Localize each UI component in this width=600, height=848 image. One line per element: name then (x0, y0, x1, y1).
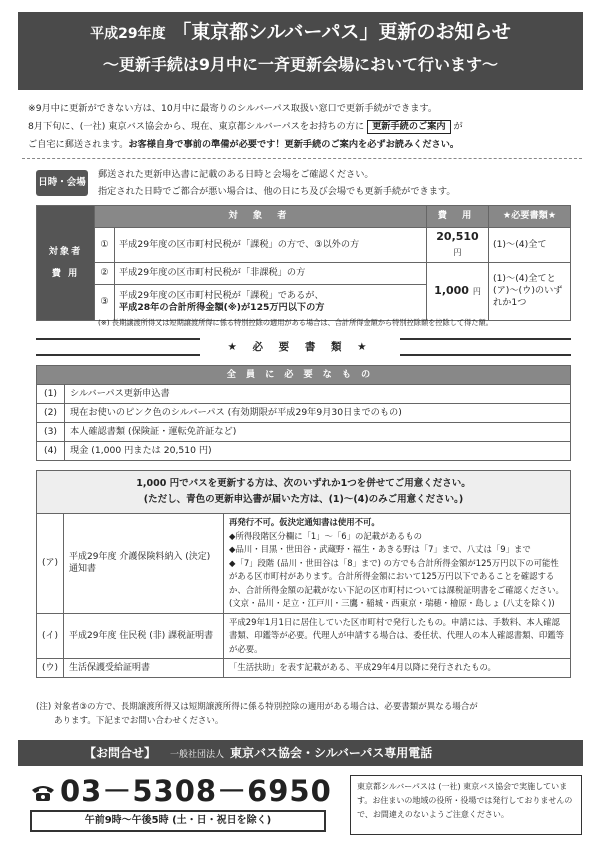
extra-note-line1: (注) 対象者③の方で、長期譲渡所得又は短期譲渡所得に係る特別控除の適用がある場合は、必要書類が異なる場合が (36, 702, 478, 712)
intro-line-2a: 8月下旬に、(一社) 東京バス協会から、現在、東京都シルバーパスをお持ちの方に (28, 121, 365, 132)
phone-number[interactable]: 03－5308－6950 (60, 774, 332, 808)
row-docs: (1)～(4)全てと(ア)～(ウ)のいずれか1つ (489, 262, 571, 320)
extra-doc: 生活保護受給証明書 (64, 659, 224, 678)
row-target-line2: 平成28年の合計所得金額(※)が125万円以下の方 (119, 302, 325, 314)
fee-side-label (37, 206, 95, 321)
row-target-line1: 平成29年度の区市町村民税が「課税」であるが、 (119, 289, 324, 301)
row-target (115, 284, 427, 320)
phone-icon (30, 784, 56, 802)
side-label-fee: 費 用 (51, 267, 80, 279)
intro-line-3 (28, 136, 573, 154)
req-num: (1) (37, 385, 65, 404)
col-fee: 費 用 (427, 206, 489, 228)
contact-org: 東京バス協会・シルバーパス専用電話 (230, 746, 433, 760)
req-text: シルバーパス更新申込書 (65, 385, 571, 404)
req-text: 本人確認書類 (保険証・運転免許証など) (65, 423, 571, 442)
desc-line: ◆所得段階区分欄に「1」～「6」の記載があるもの (229, 530, 423, 541)
business-hours: 午前9時～午後5時 (土・日・祝日を除く) (30, 810, 326, 832)
extra-desc: 「生活扶助」を表す記載がある、平成29年4月以降に発行されたもの。 (224, 659, 571, 678)
schedule-text (98, 166, 578, 200)
row-num: ② (95, 262, 115, 284)
extra-doc: 平成29年度 介護保険料納入 (決定) 通知書 (64, 514, 224, 614)
col-target: 対 象 者 (95, 206, 427, 228)
desc-line: ◆品川・目黒・世田谷・武蔵野・福生・あきる野は「7」まで、八丈は「9」まで (229, 544, 531, 554)
side-label-target: 対象者 (48, 245, 83, 257)
schedule-label: 日時・会場 (36, 170, 88, 196)
contact-org-type: 一般社団法人 (170, 750, 225, 760)
row-num: ③ (95, 284, 115, 320)
extra-label: (ア) (37, 514, 64, 614)
row-num: ① (95, 228, 115, 263)
required-table-head: 全員に必要なもの (37, 366, 571, 385)
extra-note (36, 700, 571, 728)
disclaimer: 東京都シルバーパスは (一社) 東京バス協会で実施しています。お住まいの地域の役所・役場では発行しておりませんので、お間違えのないようご注意ください。 (350, 775, 582, 835)
extra-docs-table (36, 470, 571, 678)
intro-line-3b: お客様自身で事前の準備が必要です！更新手続のご案内を必ずお読みください。 (128, 139, 460, 150)
req-text: 現金 (1,000 円または 20,510 円) (65, 442, 571, 461)
divider (22, 158, 582, 159)
req-num: (3) (37, 423, 65, 442)
extra-head-line2: (ただし、青色の更新申込書が届いた方は、(1)～(4)のみご用意ください。) (143, 494, 464, 505)
req-text: 現在お使いのピンク色のシルバーパス (有効期限が平成29年9月30日までのもの) (65, 404, 571, 423)
phone-number-block[interactable] (30, 772, 332, 811)
col-docs: ★必要書類★ (489, 206, 571, 228)
fee-unit: 円 (472, 286, 481, 296)
fee-amount: 20,510 (436, 230, 479, 243)
row-target: 平成29年度の区市町村民税が「課税」の方で、③以外の方 (115, 228, 427, 263)
extra-note-line2: あります。下記までお問い合わせください。 (54, 716, 224, 726)
intro-line-3a: ご自宅に郵送されます。 (28, 139, 129, 150)
extra-doc: 平成29年度 住民税 (非) 課税証明書 (64, 613, 224, 659)
contact-label: 【お問合せ】 (84, 746, 157, 760)
required-table (36, 365, 571, 461)
contact-bar (18, 740, 583, 766)
fee-table (36, 205, 571, 321)
page-subtitle: ～更新手続は9月中に一斉更新会場において行います～ (102, 54, 499, 74)
schedule-line-1: 郵送された更新申込書に記載のある日時と会場をご確認ください。 (98, 169, 374, 180)
req-num: (2) (37, 404, 65, 423)
extra-head-line1: 1,000 円でパスを更新する方は、次のいずれか1つを併せてご用意ください。 (136, 478, 471, 489)
desc-line: ◆「7」段階 (品川・世田谷は「8」まで) の方でも合計所得金額が125万円以下の可能性がある区市町村があります。合計所得金額において125万円以下であることを確認するか、合計所得金額の記載がない下記の区市町村については課税証明書をご確認ください。(文京・品川・足立・江戸川・三鷹・稲城・西東京・瑞穂・檜原・島しょ (八丈を除く)) (229, 557, 564, 608)
extra-desc (224, 514, 571, 614)
extra-label: (ウ) (37, 659, 64, 678)
fee-note: (※) 長期譲渡所得又は短期譲渡所得に係る特別控除の適用がある場合は、合計所得金額から特別控除額を控除して得た額。 (98, 318, 493, 327)
row-target: 平成29年度の区市町村民税が「非課税」の方 (115, 262, 427, 284)
intro-line-2b: が (453, 121, 463, 132)
guide-label-box: 更新手続のご案内 (367, 120, 451, 134)
page-title (18, 20, 583, 46)
req-num: (4) (37, 442, 65, 461)
fee-unit: 円 (453, 247, 462, 257)
extra-label: (イ) (37, 613, 64, 659)
title-year: 平成29年度 (90, 26, 166, 42)
extra-desc: 平成29年1月1日に居住していた区市町村で発行したもの。申請には、手数料、本人確認書類、印鑑等が必要。代理人が申請する場合は、委任状、代理人の本人確認書類、印鑑等が必要。 (224, 613, 571, 659)
intro-text (28, 100, 573, 154)
intro-line-1: ※9月中に更新ができない方は、10月中に最寄りのシルバーパス取扱い窓口で更新手続ができます。 (28, 103, 438, 114)
row-fee (427, 228, 489, 263)
header-banner (18, 12, 583, 90)
fee-amount: 1,000 (434, 283, 469, 297)
desc-line: 再発行不可。仮決定通知書は使用不可。 (229, 517, 380, 527)
intro-line-2 (28, 118, 573, 136)
schedule-line-2: 指定された日時でご都合が悪い場合は、他の日にち及び会場でも更新手続ができます。 (98, 186, 456, 197)
required-title: ★ 必 要 書 類 ★ (200, 337, 400, 357)
title-main: 「東京都シルバーパス」更新のお知らせ (172, 21, 511, 43)
extra-head (37, 471, 571, 514)
row-docs: (1)～(4)全て (489, 228, 571, 263)
row-fee (427, 262, 489, 320)
